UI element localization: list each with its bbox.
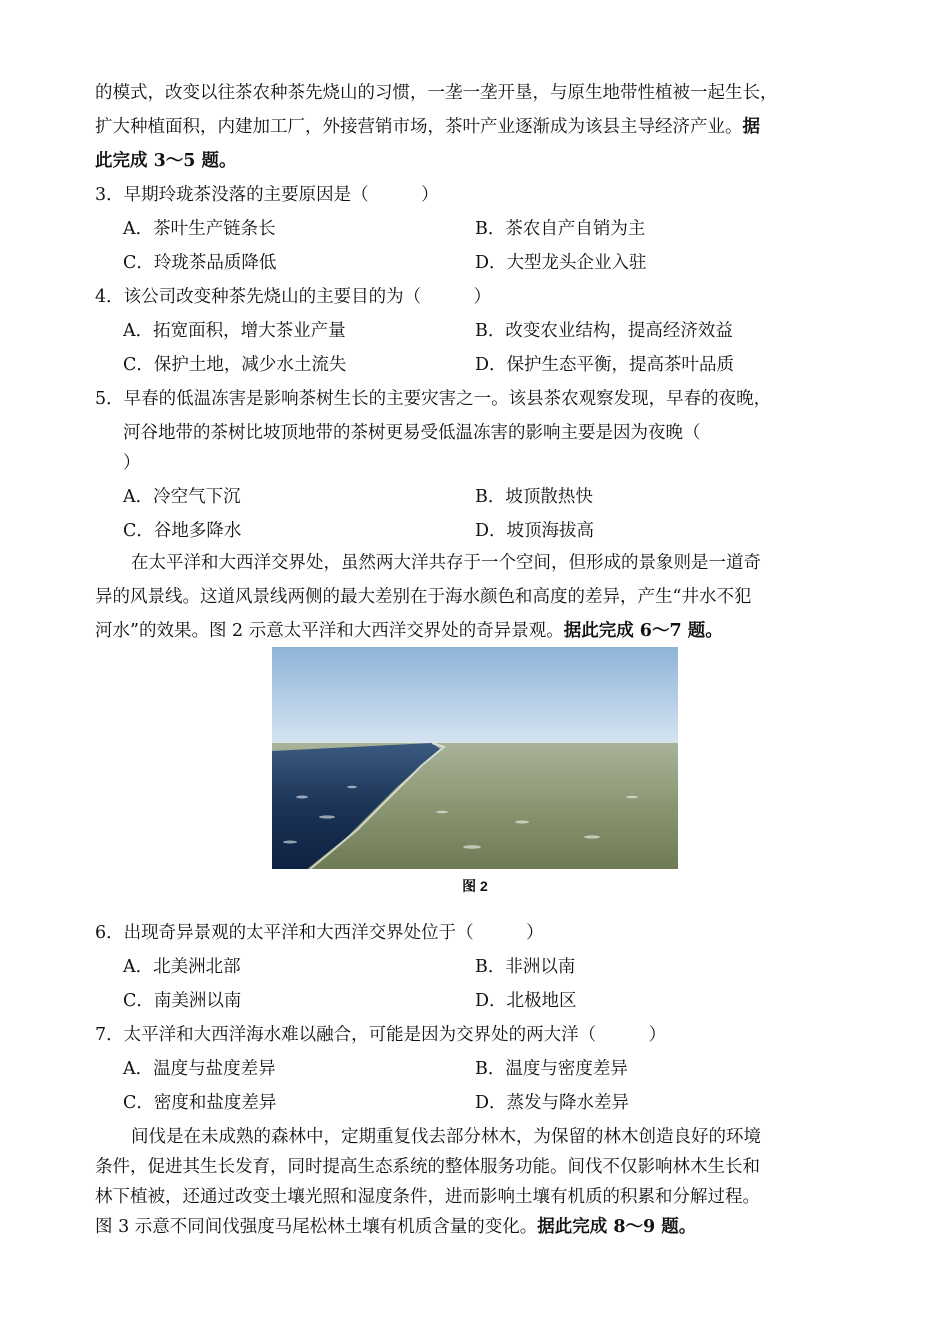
q6-option-c[interactable]: C．南美洲以南 (123, 991, 242, 1011)
q5-option-a[interactable]: A．冷空气下沉 (123, 487, 241, 507)
intro-line-2-text: 扩大种植面积，内建加工厂，外接营销市场，茶叶产业逐渐成为该县主导经济产业。 (95, 117, 743, 137)
intro-line-3: 此完成 3～5 题。 (95, 151, 237, 171)
q4-option-a[interactable]: A．拓宽面积，增大茶业产量 (123, 321, 346, 341)
ocean-paragraph-line-2: 异的风景线。这道风景线两侧的最大差别在于海水颜色和高度的差异，产生“井水不犯 (95, 587, 752, 607)
ocean-paragraph-line-3-text: 河水”的效果。图 2 示意太平洋和大西洋交界处的奇异景观。 (95, 621, 564, 641)
q3-stem: 3．早期玲珑茶没落的主要原因是（ ） (95, 185, 439, 205)
q5-stem-line-2: 河谷地带的茶树比坡顶地带的茶树更易受低温冻害的影响主要是因为夜晚（ (123, 423, 701, 443)
thinning-paragraph-line-1: 间伐是在未成熟的森林中，定期重复伐去部分林木，为保留的林木创造良好的环境 (131, 1127, 761, 1147)
thinning-paragraph-line-4-bold: 据此完成 8～9 题。 (537, 1217, 697, 1237)
q4-option-b[interactable]: B．改变农业结构，提高经济效益 (475, 321, 733, 341)
q7-option-d[interactable]: D．蒸发与降水差异 (475, 1093, 630, 1113)
q5-stem-line-1: 5．早春的低温冻害是影响茶树生长的主要灾害之一。该县茶农观察发现，早春的夜晚， (95, 389, 772, 409)
q3-option-d[interactable]: D．大型龙头企业入驻 (475, 253, 647, 273)
q4-stem: 4．该公司改变种茶先烧山的主要目的为（ ） (95, 287, 492, 307)
sky (272, 647, 678, 751)
q3-option-b[interactable]: B．茶农自产自销为主 (475, 219, 646, 239)
thinning-paragraph-line-4-text: 图 3 示意不同间伐强度马尾松林土壤有机质含量的变化。 (95, 1217, 538, 1237)
intro-line-2-bold: 据 (742, 117, 760, 137)
q7-stem: 7．太平洋和大西洋海水难以融合，可能是因为交界处的两大洋（ ） (95, 1025, 667, 1045)
q7-option-b[interactable]: B．温度与密度差异 (475, 1059, 628, 1079)
q6-option-b[interactable]: B．非洲以南 (475, 957, 576, 977)
q7-option-a[interactable]: A．温度与盐度差异 (123, 1059, 276, 1079)
thinning-paragraph-line-4 (95, 1215, 865, 1239)
q4-option-c[interactable]: C．保护土地，减少水土流失 (123, 355, 347, 375)
ocean-paragraph-line-3 (95, 619, 865, 643)
q5-option-c[interactable]: C．谷地多降水 (123, 521, 242, 541)
ocean-paragraph-line-3-bold: 据此完成 6～7 题。 (563, 621, 723, 641)
q6-option-d[interactable]: D．北极地区 (475, 991, 577, 1011)
thinning-paragraph-line-2: 条件，促进其生长发育，同时提高生态系统的整体服务功能。间伐不仅影响林木生长和 (95, 1157, 760, 1177)
ocean-paragraph-line-1: 在太平洋和大西洋交界处，虽然两大洋共存于一个空间，但形成的景象则是一道奇 (131, 553, 761, 573)
q6-stem: 6．出现奇异景观的太平洋和大西洋交界处位于（ ） (95, 923, 544, 943)
q7-option-c[interactable]: C．密度和盐度差异 (123, 1093, 277, 1113)
figure-2-ocean-photo (272, 647, 678, 869)
q5-stem-line-3: ） (123, 453, 141, 473)
figure-2-caption: 图 2 (462, 878, 488, 894)
q6-option-a[interactable]: A．北美洲北部 (123, 957, 241, 977)
q5-option-b[interactable]: B．坡顶散热快 (475, 487, 593, 507)
intro-line-2 (95, 115, 865, 139)
q3-option-c[interactable]: C．玲珑茶品质降低 (123, 253, 277, 273)
q3-option-a[interactable]: A．茶叶生产链条长 (123, 219, 276, 239)
ocean-boundary-image (272, 647, 678, 869)
thinning-paragraph-line-3: 林下植被，还通过改变土壤光照和湿度条件，进而影响土壤有机质的积累和分解过程。 (95, 1187, 760, 1207)
q4-option-d[interactable]: D．保护生态平衡，提高茶叶品质 (475, 355, 735, 375)
q5-option-d[interactable]: D．坡顶海拔高 (475, 521, 595, 541)
intro-line-1: 的模式，改变以往茶农种茶先烧山的习惯，一垄一垄开垦，与原生地带性植被一起生长， (95, 83, 778, 103)
